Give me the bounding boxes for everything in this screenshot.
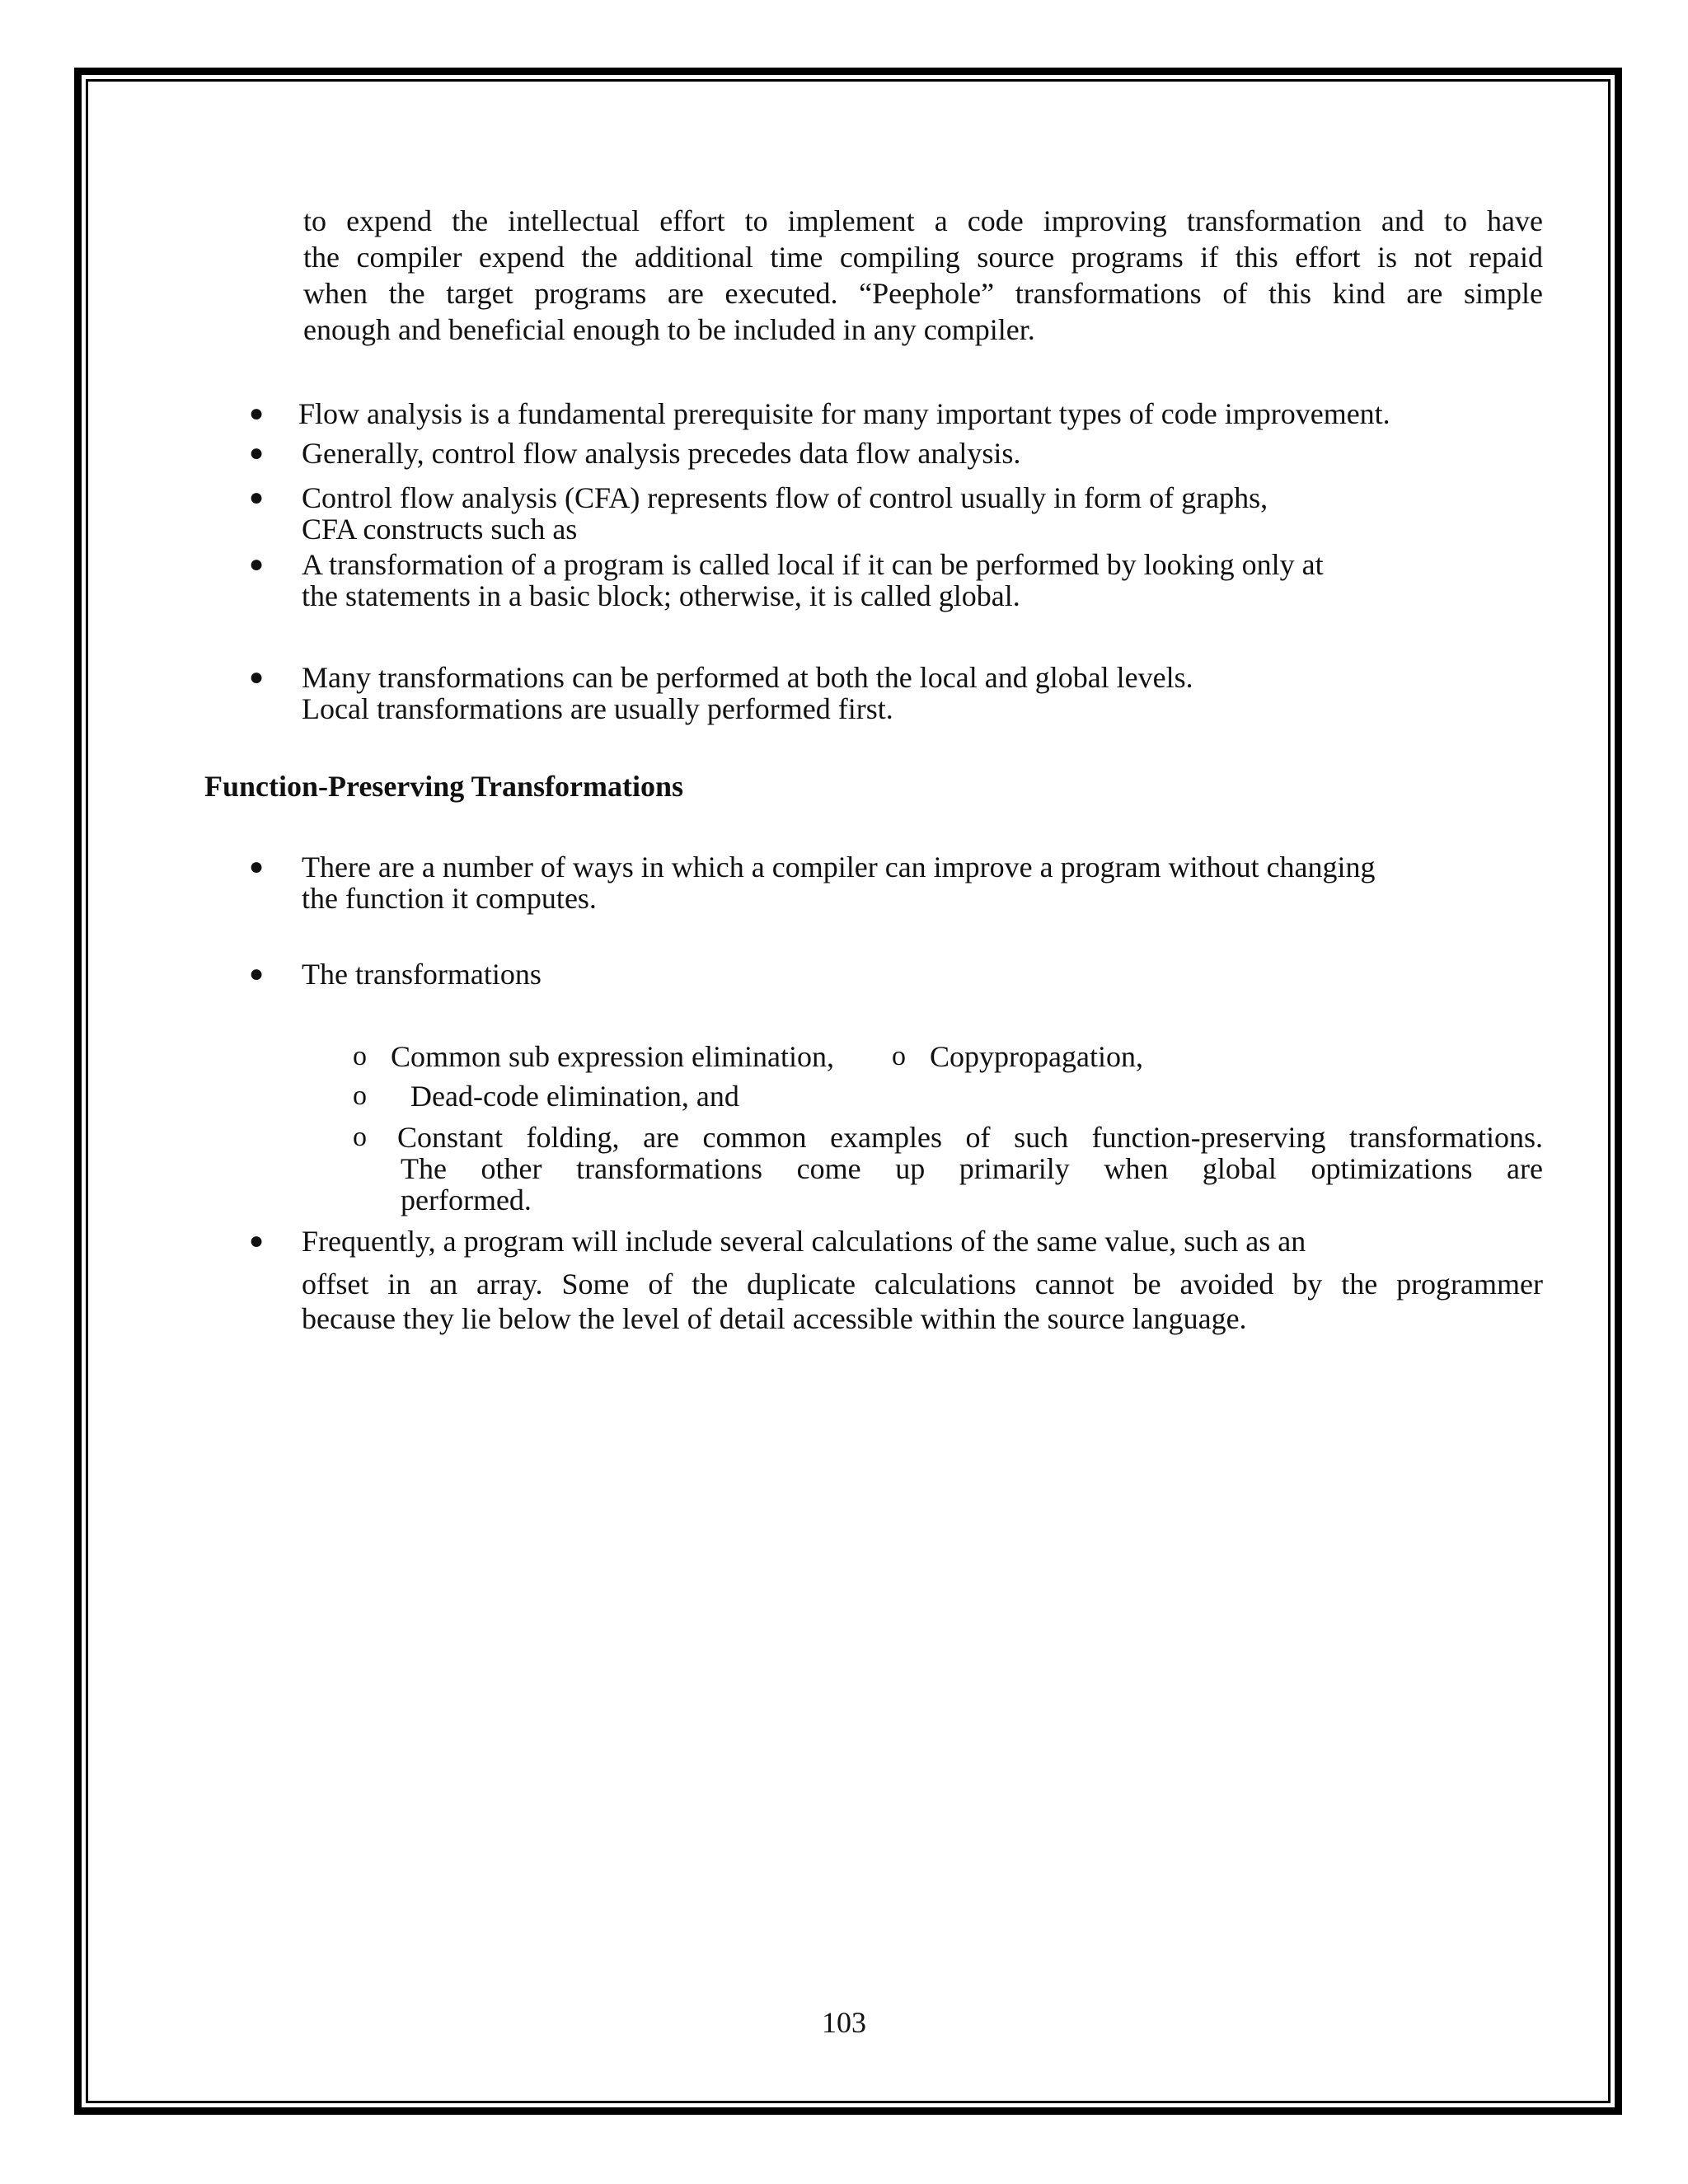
bullet-3-line-1: Control flow analysis (CFA) represents flow of control usually in form of graphs, <box>302 481 1268 514</box>
bullet-icon: ● <box>249 484 265 511</box>
intro-line-4: enough and beneficial enough to be included in any compiler. <box>303 313 1035 346</box>
section-heading: Function-Preserving Transformations <box>204 770 683 803</box>
bullet-5-line-1: Many transformations can be performed at both the local and global levels. <box>302 661 1193 694</box>
bullet-3-line-2: CFA constructs such as <box>302 513 578 546</box>
bullet-8-line-3: because they lie below the level of detail accessible within the source language. <box>302 1302 1247 1335</box>
page-border-inner <box>86 79 1611 2103</box>
bullet-4-line-2: the statements in a basic block; otherwise, it is called global. <box>302 579 1020 612</box>
bullet-6-line-2: the function it computes. <box>302 882 597 915</box>
intro-line-1: to expend the intellectual effort to implement a code improving transformation and to have <box>303 204 1543 237</box>
bullet-6-line-1: There are a number of ways in which a compiler can improve a program without changing <box>302 851 1376 883</box>
sub-bullet-1b: Copypropagation, <box>930 1040 1143 1073</box>
sub-bullet-3-line-3: performed. <box>401 1183 532 1216</box>
sub-bullet-marker: o <box>353 1041 367 1071</box>
bullet-7-line-1: The transformations <box>302 958 542 991</box>
bullet-icon: ● <box>249 1227 265 1254</box>
bullet-8-line-1: Frequently, a program will include several calculations of the same value, such as an <box>302 1225 1306 1258</box>
bullet-2-line-1: Generally, control flow analysis precedes data flow analysis. <box>302 437 1021 470</box>
intro-line-2: the compiler expend the additional time compiling source programs if this effort is not repaid <box>303 241 1543 274</box>
bullet-icon: ● <box>249 551 265 578</box>
sub-bullet-3-line-2: The other transformations come up primarily when global optimizations are <box>401 1152 1543 1185</box>
bullet-icon: ● <box>249 400 265 427</box>
page-number: 103 <box>822 2006 866 2039</box>
bullet-5-line-2: Local transformations are usually performed first. <box>302 692 893 725</box>
sub-bullet-marker: o <box>892 1041 906 1071</box>
bullet-icon: ● <box>249 960 265 987</box>
bullet-1-line-1: Flow analysis is a fundamental prerequisite for many important types of code improvement. <box>298 397 1390 430</box>
sub-bullet-2: Dead-code elimination, and <box>410 1080 739 1113</box>
intro-line-3: when the target programs are executed. “Peephole” transformations of this kind are simple <box>303 277 1543 310</box>
bullet-icon: ● <box>249 853 265 880</box>
bullet-icon: ● <box>249 439 265 466</box>
bullet-4-line-1: A transformation of a program is called local if it can be performed by looking only at <box>302 548 1324 581</box>
sub-bullet-1a: Common sub expression elimination, <box>391 1040 834 1073</box>
bullet-icon: ● <box>249 663 265 691</box>
sub-bullet-marker: o <box>353 1122 367 1152</box>
sub-bullet-marker: o <box>353 1080 367 1111</box>
sub-bullet-3-line-1: Constant folding, are common examples of such function-preserving transformations. <box>397 1121 1543 1154</box>
bullet-8-line-2: offset in an array. Some of the duplicate calculations cannot be avoided by the programmer <box>302 1268 1543 1301</box>
